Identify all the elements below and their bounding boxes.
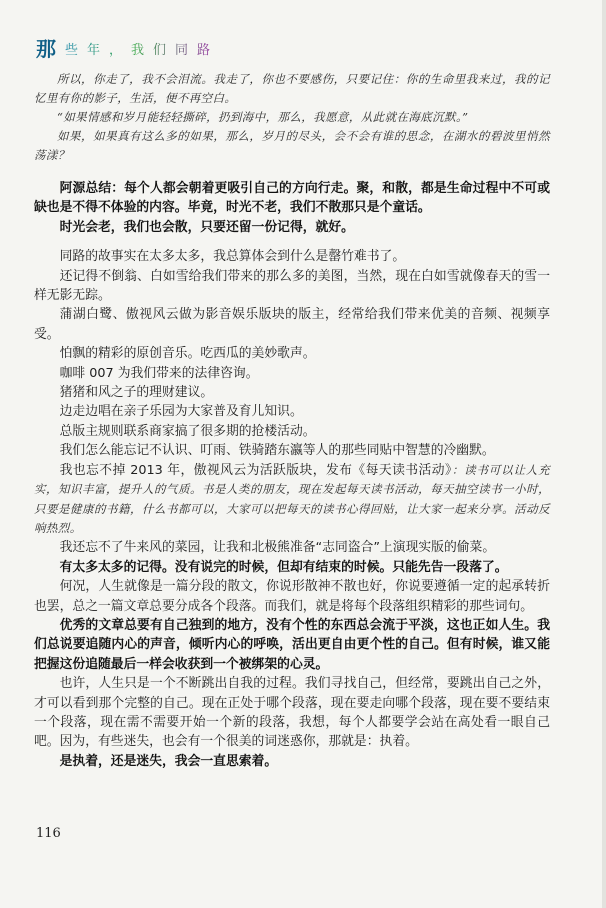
body-paragraph: 同路的故事实在太多太多，我总算体会到什么是罄竹难书了。 (59, 249, 406, 265)
body-paragraph: 有太多太多的记得。没有说完的时候，但却有结束的时候。只能先告一段落了。 (59, 559, 508, 575)
header-logo: 那 (36, 37, 55, 61)
body-text: 我也忘不掉 2013 年，傲视风云为活跃版块，发布《每天读书活动》 (59, 462, 452, 478)
body-paragraph: 蒲湖白鹭、傲视风云做为影音娱乐版块的版主，经常给我们带来优美的音频、视频享受。 (34, 307, 550, 342)
handwritten-text: ：读书可以让人充实，知识丰富，提升人的气质。书是人类的朋友，现在发起每天读书活动，每天抽空读书一小时，只要是健康的书籍，什么书都可以，大家可以把每天的读书心得回贴，让大家一起来分享。活动反响热烈。 (34, 462, 551, 535)
summary-paragraph: 时光会老，我们也会散，只要还留一份记得，就好。 (59, 219, 354, 235)
body-paragraph: 怕飘的精彩的原创音乐。吃西瓜的美妙歌声。 (59, 346, 316, 362)
body-paragraph: 何况，人生就像是一篇分段的散文，你说形散神不散也好，你说要遵循一定的起承转折也罢，总之一篇文章总要分成各个段落。而我们，就是将每个段落组织精彩的那些词句。 (34, 579, 550, 614)
letter-paragraph: 所以，你走了，我不会泪流。我走了，你也不要感伤，只要记住：你的生命里我来过，我的记忆里有你的影子，生活，便不再空白。 (34, 72, 550, 105)
body-paragraph: 是执着，还是迷失，我会一直思索着。 (59, 753, 278, 769)
body-paragraph: 优秀的文章总要有自己独到的地方，没有个性的东西总会流于平淡，这也正如人生。我们总说要追随内心的声音，倾听内心的呼唤，活出更自由更个性的自己。但有时候，谁又能把握这份追随最后一样会收获到一个被绑架的心灵。 (34, 617, 550, 672)
body-paragraph: 我们怎么能忘记不认识、叮雨、铁骑踏东瀛等人的那些同贴中智慧的冷幽默。 (59, 443, 495, 459)
letter-paragraph: 如果，如果真有这么多的如果，那么，岁月的尽头，会不会有谁的思念，在湖水的碧波里悄然荡漾？ (34, 129, 550, 162)
body-paragraph: 也许，人生只是一个不断跳出自我的过程。我们寻找自己，但经常，要跳出自己之外，才可以看到那个完整的自己。现在正处于哪个段落，现在要走向哪个段落，现在要不要结束一个段落，现在需不需要开始一个新的段落，我想，每个人都要学会站在高处看一眼自己吧。因为，有些迷失，也会有一个很美的词迷惑你，那就是：执着。 (34, 676, 550, 750)
chapter-header (36, 36, 219, 60)
page-content (34, 70, 550, 771)
page-edge (602, 0, 606, 908)
header-title: 些年，我们同路 (65, 43, 220, 58)
body-paragraph: 边走边唱在亲子乐园为大家普及育儿知识。 (59, 404, 303, 420)
letter-quote: “如果情感和岁月能轻轻撕碎，扔到海中，那么，我愿意，从此就在海底沉默。” (57, 110, 469, 124)
body-paragraph: 还记得不倒翁、白如雪给我们带来的那么多的美图，当然，现在白如雪就像春天的雪一样无影无踪。 (34, 268, 550, 304)
body-paragraph (34, 461, 550, 539)
body-paragraph: 咖啡 007 为我们带来的法律咨询。 (59, 365, 259, 381)
summary-paragraph: 阿源总结：每个人都会朝着更吸引自己的方向行走。聚，和散，都是生命过程中不可或缺也是不得不体验的内容。毕竟，时光不老，我们不散那只是个童话。 (34, 181, 550, 216)
body-paragraph: 总版主规则联系商家搞了很多期的抢楼活动。 (59, 423, 316, 439)
body-paragraph: 我还忘不了牛来风的菜园，让我和北极熊准备“志同盗合”上演现实版的偷菜。 (59, 540, 496, 556)
page-number: 116 (36, 826, 61, 841)
body-paragraph: 猪猪和风之子的理财建议。 (59, 385, 214, 401)
